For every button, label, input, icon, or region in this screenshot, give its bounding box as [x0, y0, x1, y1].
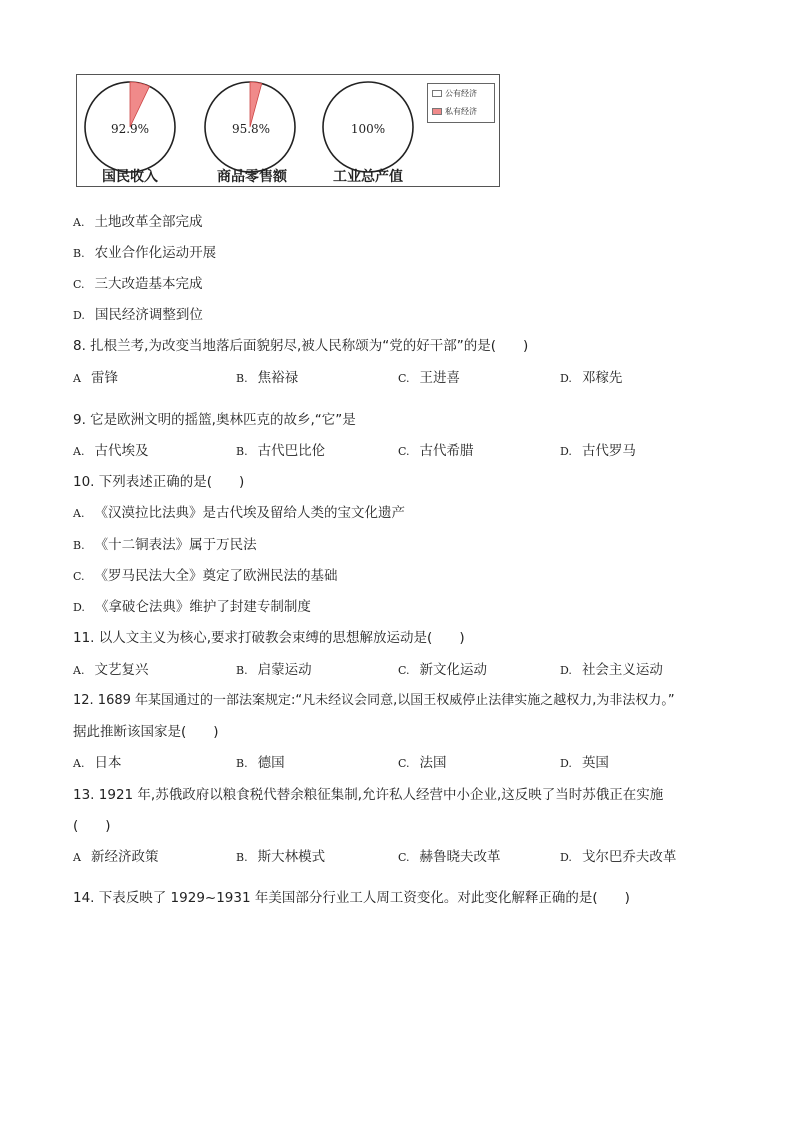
q8-option-b[interactable]: B. 焦裕禄	[236, 370, 299, 386]
q11-option-a[interactable]: A. 文艺复兴	[73, 662, 149, 678]
pie-label-retail-sales: 95.8%	[231, 122, 271, 136]
q9-option-d[interactable]: D. 古代罗马	[560, 443, 636, 459]
q11-option-d[interactable]: D. 社会主义运动	[560, 662, 663, 678]
legend-label-private: 私有经济	[445, 106, 477, 116]
q9-option-b[interactable]: B. 古代巴比伦	[236, 443, 326, 459]
q13-option-a[interactable]: A 新经济政策	[73, 849, 159, 865]
q9-option-a[interactable]: A. 古代埃及	[73, 443, 149, 459]
legend-swatch-private	[432, 108, 442, 115]
q12-option-a[interactable]: A. 日本	[73, 755, 122, 771]
q9-option-c[interactable]: C. 古代希腊	[398, 443, 474, 459]
q10-stem: 10. 下列表述正确的是( )	[73, 474, 245, 490]
q7-option-c[interactable]: C. 三大改造基本完成	[73, 276, 203, 292]
q12-option-c[interactable]: C. 法国	[398, 755, 447, 771]
q12-stem-line1: 12. 1689 年某国通过的一部法案规定:“凡未经议会同意,以国王权威停止法律实施之越权力,为非法权力。”	[73, 693, 675, 708]
pie-label-industrial-output: 100%	[350, 122, 386, 136]
legend-item-public	[428, 84, 494, 102]
pie-chart-figure	[76, 74, 500, 187]
q10-option-c[interactable]: C. 《罗马民法大全》奠定了欧洲民法的基础	[73, 568, 338, 584]
q11-option-b[interactable]: B. 启蒙运动	[236, 662, 312, 678]
q13-option-b[interactable]: B. 斯大林模式	[236, 849, 326, 865]
q10-option-a[interactable]: A. 《汉漠拉比法典》是古代埃及留给人类的宝文化遗产	[73, 505, 405, 521]
q7-option-b[interactable]: B. 农业合作化运动开展	[73, 245, 217, 261]
q11-stem: 11. 以人文主义为核心,要求打破教会束缚的思想解放运动是( )	[73, 630, 465, 646]
q7-option-d[interactable]: D. 国民经济调整到位	[73, 307, 203, 323]
q8-option-c[interactable]: C. 王进喜	[398, 370, 461, 386]
pie-label-national-income: 92.9%	[110, 122, 150, 136]
q7-option-a[interactable]: A. 土地改革全部完成	[73, 214, 203, 230]
q12-stem-line2: 据此推断该国家是( )	[73, 724, 219, 740]
q8-option-a[interactable]: A 雷锋	[73, 370, 118, 386]
q14-stem: 14. 下表反映了 1929~1931 年美国部分行业工人周工资变化。对此变化解释正确的是( )	[73, 890, 630, 906]
legend-swatch-public	[432, 90, 442, 97]
chart-legend	[427, 83, 495, 123]
q10-option-b[interactable]: B. 《十二铜表法》属于万民法	[73, 537, 257, 553]
q13-option-c[interactable]: C. 赫鲁晓夫改革	[398, 849, 501, 865]
q13-option-d[interactable]: D. 戈尔巴乔夫改革	[560, 849, 677, 865]
pie-title-industrial-output: 工业总产值	[333, 169, 403, 185]
legend-item-private	[428, 102, 494, 120]
q8-option-d[interactable]: D. 邓稼先	[560, 370, 623, 386]
q12-option-d[interactable]: D. 英国	[560, 755, 609, 771]
q8-stem: 8. 扎根兰考,为改变当地落后面貌躬尽,被人民称颂为“党的好干部”的是( )	[73, 338, 529, 354]
q12-option-b[interactable]: B. 德国	[236, 755, 285, 771]
pie-title-national-income: 国民收入	[102, 169, 158, 185]
q9-stem: 9. 它是欧洲文明的摇篮,奥林匹克的故乡,“它”是	[73, 412, 356, 428]
q10-option-d[interactable]: D. 《拿破仑法典》维护了封建专制制度	[73, 599, 311, 615]
q13-stem-line1: 13. 1921 年,苏俄政府以粮食税代替余粮征集制,允许私人经营中小企业,这反映了当时苏俄正在实施	[73, 787, 664, 803]
q11-option-c[interactable]: C. 新文化运动	[398, 662, 488, 678]
q13-stem-line2: ( )	[73, 818, 111, 834]
legend-label-public: 公有经济	[445, 88, 477, 98]
pie-title-retail-sales: 商品零售额	[217, 169, 287, 185]
